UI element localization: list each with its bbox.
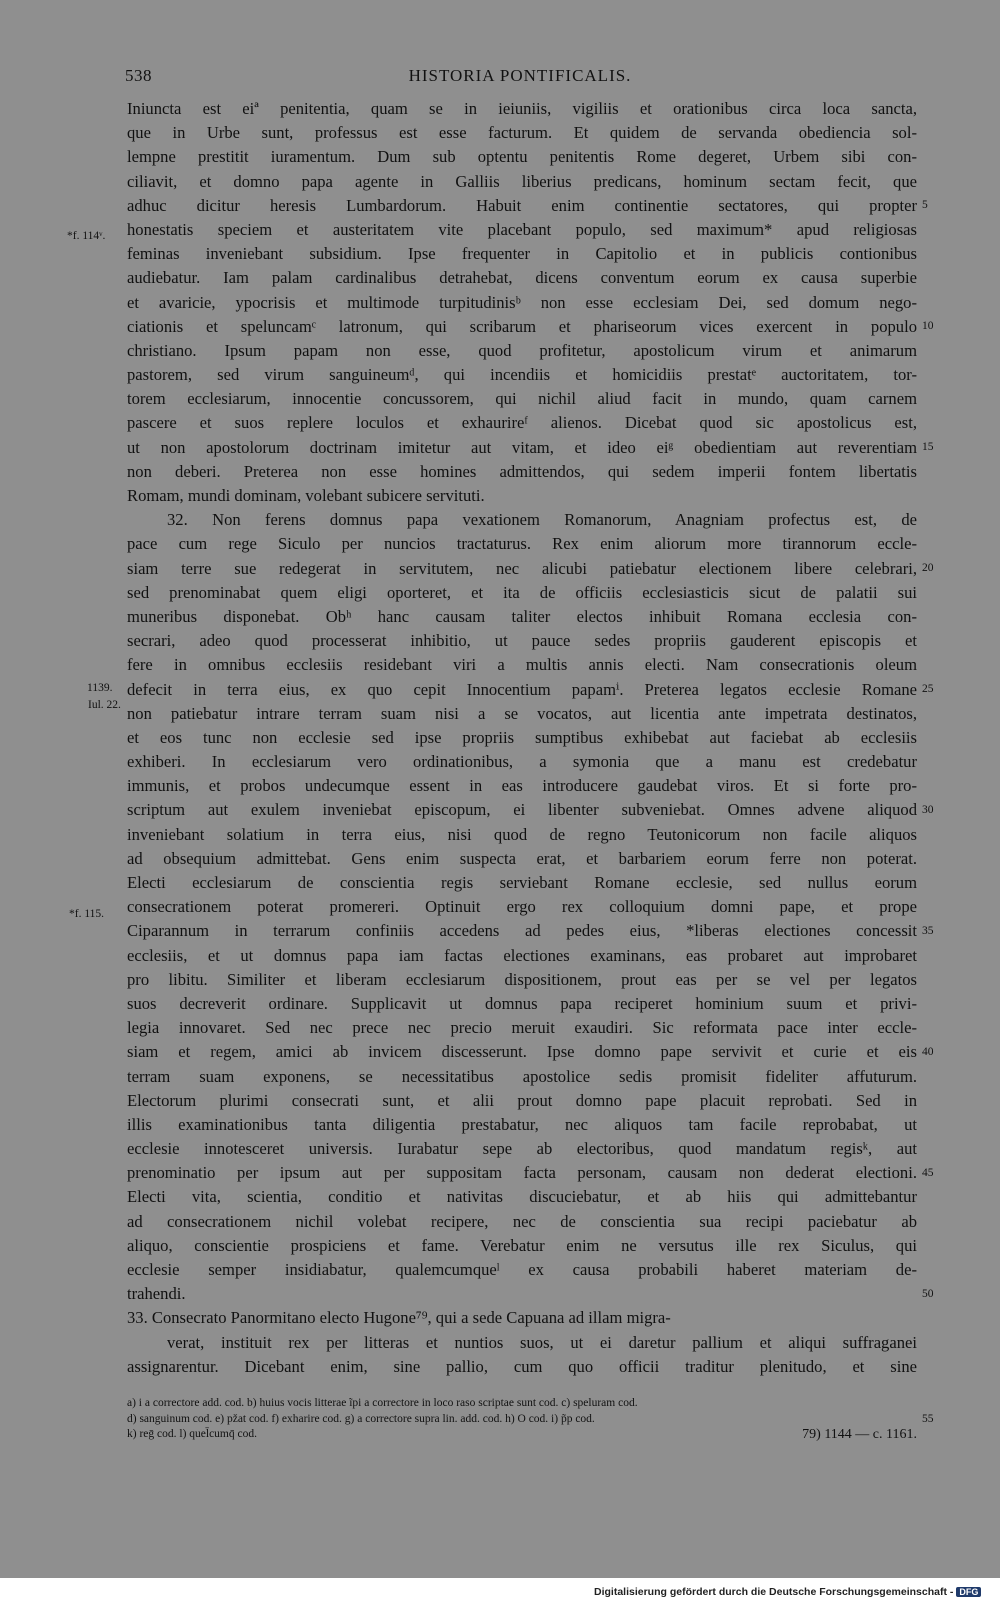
text-line: 33. Consecrato Panormitano electo Hugone⁷⁹, qui a sede Capuana ad illam migra- xyxy=(127,1308,671,1328)
text-line: Iniuncta est eiª penitentia, quam se in ieiuniis, vigiliis et orationibus circa loca sancta, xyxy=(127,99,917,118)
text-line: lempne prestitit iuramentum. Dum sub optentu penitentis Rome degeret, Urbem sibi con- xyxy=(127,147,917,167)
dfg-logo: DFG xyxy=(956,1587,981,1597)
footnote-text: k) reḡ cod. l) quel̄cumq̄ cod. xyxy=(127,1428,257,1440)
footnotes xyxy=(127,1396,934,1443)
text-line: muneribus disponebat. Obʰ hanc causam taliter electos inhibuit Romana ecclesia con- xyxy=(127,606,917,626)
text-line: defecit in terra eius, ex quo cepit Innocentium papamⁱ. Preterea legatos ecclesie Romane xyxy=(127,679,917,699)
text-line: ecclesie innotesceret universis. Iurabatur sepe ab electoribus, quod mandatum regisᵏ, aut xyxy=(127,1139,917,1159)
text-line: et eos tunc non ecclesie sed ipse propriis sumptibus exhibebat aut faciebat ab ecclesiis xyxy=(127,727,917,747)
digitization-credit xyxy=(594,1586,981,1601)
text-line: Electi vita, scientia, conditio et nativitas discuciebatur, et ab hiis qui admittebantur xyxy=(127,1187,917,1207)
text-line: et avaricie, ypocrisis et multimode turpitudinisᵇ non esse ecclesiam Dei, sed domum nego- xyxy=(127,292,917,312)
line-number: 55 xyxy=(922,1412,934,1425)
margin-year: 1139. xyxy=(87,682,113,694)
text-line: ciationis et speluncamᶜ latronum, qui scribarum et phariseorum vices exercent in populo xyxy=(127,316,917,336)
line-number: 20 xyxy=(922,561,934,574)
text-line: pastorem, sed virum sanguineumᵈ, qui incendiis et homicidiis prestatᵉ auctoritatem, tor- xyxy=(127,365,917,385)
text-line: ecclesie semper insidiabatur, qualemcumqueˡ ex causa probabili haberet materiam de- xyxy=(127,1260,917,1279)
page-header xyxy=(125,66,915,90)
text-line: honestatis speciem et austeritatem vite placebant populo, sed maximum* apud religiosas xyxy=(127,219,917,239)
text-line: siam terre sue redegerat in servitutem, nec alicubi patiebatur electionem libere celebrari, xyxy=(127,558,917,578)
text-line: Ciparannum in terrarum confiniis accedens ad pedes eius, *liberas electiones concessit xyxy=(127,921,917,941)
text-line: pace cum rege Siculo per nuncios tractaturus. Rex enim aliorum more tirannorum eccle- xyxy=(127,534,917,554)
text-line: non deberi. Preterea non esse homines admittendos, qui sedem imperii fontem libertatis xyxy=(127,461,917,481)
text-line: ad obsequium admittebat. Gens enim suspecta erat, et barbariem eorum ferre non poterat. xyxy=(127,848,917,868)
margin-folio-114v: *f. 114ᵛ. xyxy=(67,230,106,242)
line-number: 35 xyxy=(922,924,934,937)
text-line: pascere et suos replere loculos et exhaurireᶠ alienos. Dicebat quod sic apostolicus est, xyxy=(127,413,917,433)
text-line: feminas inveniebant subsidium. Ipse frequenter in Capitolio et in publicis contionibus xyxy=(127,244,917,264)
text-line: prenominatio per ipsum aut per suppositam facta personam, causam non dederat electioni. xyxy=(127,1163,917,1183)
text-line: illis examinationibus tanta diligentia prestabatur, nec aliquos tam facile reprobabat, ut xyxy=(127,1114,917,1134)
text-line: scriptum aut exulem inveniebat episcopum, ei libenter subveniebat. Omnes advene aliquod xyxy=(127,800,917,820)
line-number: 10 xyxy=(922,319,934,332)
running-title: HISTORIA PONTIFICALIS. xyxy=(408,66,632,85)
text-line: audiebatur. Iam palam cardinalibus detrahebat, dicens conventum eorum ex causa superbie xyxy=(127,268,917,288)
text-line: assignarentur. Dicebant enim, sine pallio, cum quo officii traditur plenitudo, et sine xyxy=(127,1356,917,1376)
text-line: terram suam exponens, se necessitatibus apostolice sedis promisit fideliter affuturum. xyxy=(127,1066,917,1086)
text-line: 32. Non ferens domnus papa vexationem Romanorum, Anagniam profectus est, de xyxy=(167,510,917,530)
body-text xyxy=(127,97,917,1379)
text-line: ut non apostolorum doctrinam imitetur aut vitam, et ideo eiᵍ obedientiam aut reverentiam xyxy=(127,437,917,457)
text-line: que in Urbe sunt, professus est esse facturum. Et quidem de servanda obediencia sol- xyxy=(127,123,917,143)
text-line: adhuc dicitur heresis Lumbardorum. Habuit enim continentie sectatores, qui propter xyxy=(127,195,917,215)
text-line: secrari, adeo quod processerat inhibitio, ut pauce sedes propriis gauderent episcopis et xyxy=(127,631,917,651)
footnote-line xyxy=(127,1412,934,1428)
line-number: 25 xyxy=(922,682,934,695)
text-line: legia innovaret. Sed nec prece nec precio meruit exaudiri. Sic reformata pace inter eccle- xyxy=(127,1018,917,1038)
line-number: 15 xyxy=(922,440,934,453)
text-line: suos decreverit ordinare. Supplicavit ut domnus papa reciperet hominium suum et privi- xyxy=(127,993,917,1013)
line-number: 50 xyxy=(922,1287,934,1300)
text-line: trahendi. xyxy=(127,1284,186,1304)
text-line: torem ecclesiarum, innocentie concussorem, qui nichil aliud facit in mundo, quam carnem xyxy=(127,389,917,409)
credit-text: Digitalisierung gefördert durch die Deutsche Forschungsgemeinschaft - xyxy=(594,1586,954,1598)
footnote-text: d) sanguinum cod. e) pžat cod. f) exharire cod. g) a correctore supra lin. add. cod. h) O cod. i) p̃p cod. xyxy=(127,1412,595,1425)
text-line: Electorum plurimi consecrati sunt, et alii prout domno pape placuit reprobati. Sed in xyxy=(127,1090,917,1110)
text-line: inveniebant solatium in terra eius, nisi quod de regno Teutonicorum non facile aliquos xyxy=(127,824,917,844)
text-line: pro libitu. Similiter et liberam ecclesiarum dispositionem, prout eas per se vel per legatos xyxy=(127,969,917,989)
margin-date: Iul. 22. xyxy=(88,699,121,711)
line-number: 5 xyxy=(922,198,928,211)
page-number: 538 xyxy=(125,66,152,85)
text-line: ad consecrationem nichil volebat recipere, nec de conscientia sua recipi paciebatur ab xyxy=(127,1211,917,1231)
text-line: ciliavit, et domno papa agente in Galliis liberius predicans, hominum sectam fecit, que xyxy=(127,171,917,191)
text-line: Romam, mundi dominam, volebant subicere servituti. xyxy=(127,486,485,505)
text-line: verat, instituit rex per litteras et nuntios suos, ut ei daretur pallium et aliqui suffraganei xyxy=(167,1332,917,1352)
text-line: immunis, et probos undecumque essent in eas introducere gaudebat viros. Et si forte pro- xyxy=(127,776,917,796)
editorial-reference: 79) 1144 — c. 1161. xyxy=(802,1427,917,1442)
text-line: ecclesiis, et ut domnus papa iam factas electiones examinans, eas probaret aut improbaret xyxy=(127,945,917,965)
text-line: fere in omnibus ecclesiis residebant viri a multis annis electi. Nam consecrationis oleum xyxy=(127,655,917,675)
margin-folio-115: *f. 115. xyxy=(69,908,105,920)
text-line: siam et regem, amici ab invicem discesserunt. Ipse domno pape servivit et curie et eis xyxy=(127,1042,917,1062)
text-line: sed prenominabat quem eligi oporteret, et ita de officiis ecclesiasticis sicut de palatii sui xyxy=(127,582,917,602)
text-line: exhiberi. In ecclesiarum vero ordinationibus, a symonia que a manu est credebatur xyxy=(127,752,917,772)
line-number: 40 xyxy=(922,1045,934,1058)
text-line: aliquo, conscientie prospiciens et fame. Verebatur enim ne versutus ille rex Siculus, qui xyxy=(127,1235,917,1255)
footnote-line xyxy=(127,1427,917,1443)
footnote-line: a) i a correctore add. cod. b) huius vocis litterae ĩpi a correctore in loco raso scriptae sunt cod. c) speluram cod. xyxy=(127,1397,638,1409)
text-line: consecrationem poterat promereri. Optinuit ergo rex colloquium domni pape, et prope xyxy=(127,897,917,917)
text-line: Electi ecclesiarum de conscientia regis serviebant Romane ecclesie, sed nullus eorum xyxy=(127,873,917,892)
text-line: non patiebatur intrare terram suam nisi a se vocatos, aut licentia ante impetrata destinatos, xyxy=(127,703,917,723)
text-line: christiano. Ipsum papam non esse, quod profitetur, apostolicum virum et animarum xyxy=(127,340,917,360)
line-number: 30 xyxy=(922,803,934,816)
line-number: 45 xyxy=(922,1166,934,1179)
